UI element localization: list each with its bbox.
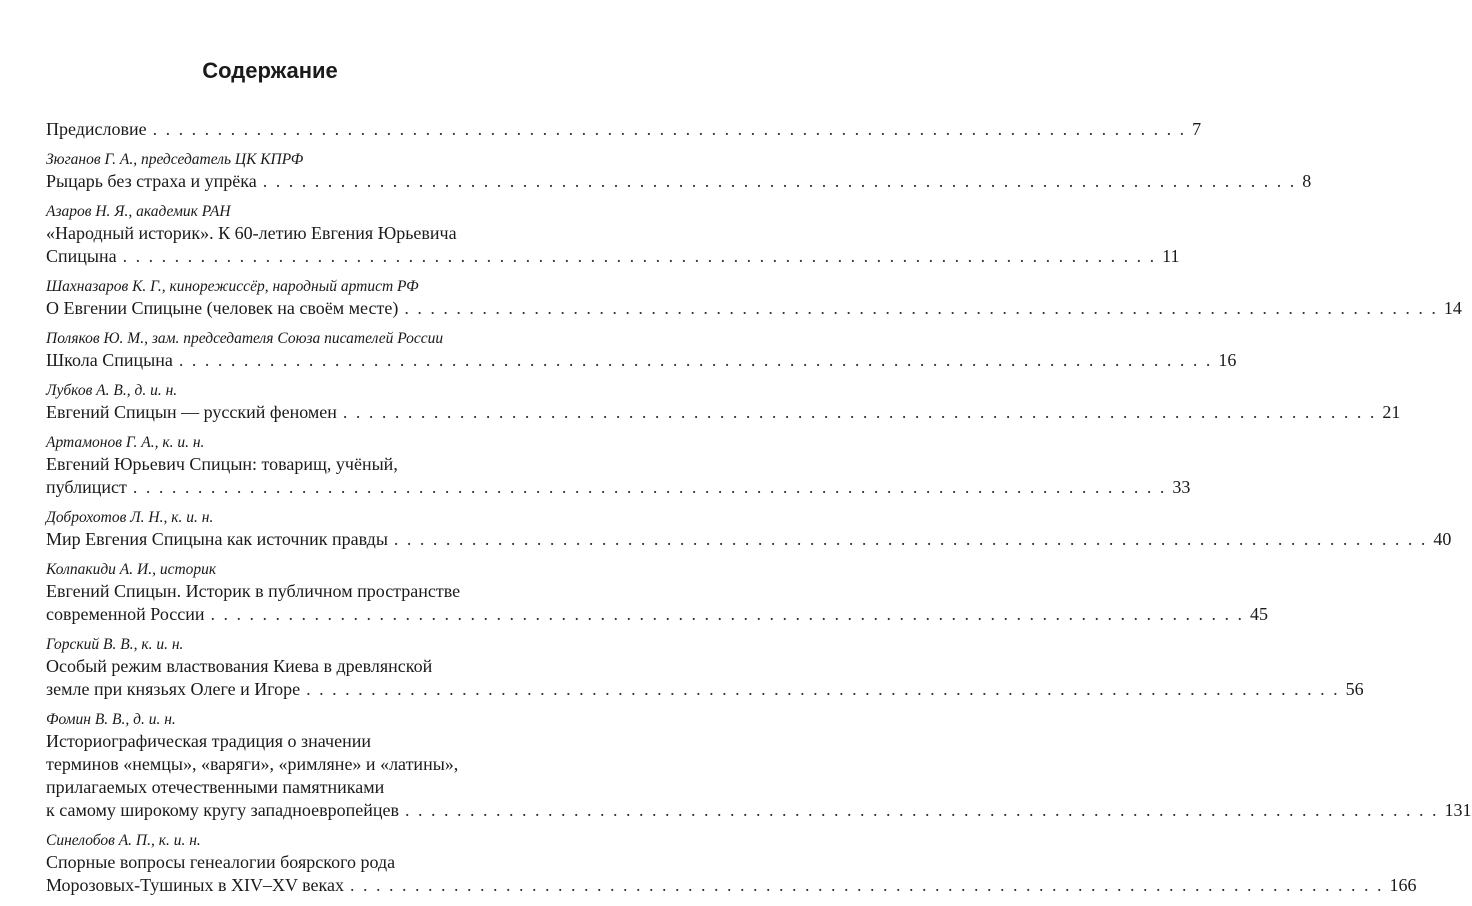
toc-entry-title-line: Рыцарь без страха и упрёка: [46, 171, 257, 191]
page-number: 40: [1433, 529, 1452, 549]
page-number: 7: [1192, 119, 1202, 139]
dot-leader: . . . . . . . . . . . . . . . . . . . . . . . . . . . . . . . . . . . . . . . . . . . . . . . . . . . . . . . . . . . . . . . . . . . . . . . . . . . . . . . .: [306, 679, 1340, 699]
toc-entry-title-line: Особый режим властвования Киева в древлянской: [46, 656, 433, 676]
toc-entry-title-line: Историографическая традиция о значении: [46, 731, 372, 751]
toc-entry-author: Синелобов А. П., к. и. н.: [46, 832, 201, 849]
toc-entry-title-line: Предисловие: [46, 119, 147, 139]
toc-entry: [46, 560, 1269, 626]
toc-entry: [46, 508, 1452, 551]
toc-entry-last-line: [46, 528, 1452, 551]
toc-entry: [46, 329, 1237, 372]
toc-entry-last-line: [46, 245, 1180, 268]
toc-entry-title-line: земле при князьях Олеге и Игоре: [46, 679, 301, 699]
toc-entry-author: Шахназаров К. Г., кинорежиссёр, народный артист РФ: [46, 278, 419, 295]
toc-entry-author: Доброхотов Л. Н., к. и. н.: [46, 509, 214, 526]
toc-entry-last-line: [46, 118, 1202, 141]
toc-entry-title-line: О Евгении Спицыне (человек на своём месте): [46, 298, 399, 318]
page-number: 131: [1444, 800, 1472, 820]
page-number: 45: [1250, 604, 1269, 624]
toc-entry-title-line: публицист: [46, 477, 127, 497]
toc-entry-title-line: прилагаемых отечественными памятниками: [46, 777, 385, 797]
dot-leader: . . . . . . . . . . . . . . . . . . . . . . . . . . . . . . . . . . . . . . . . . . . . . . . . . . . . . . . . . . . . . . . . . . . . . . . . . . . . . . . .: [393, 529, 1428, 549]
toc-entry-author: Артамонов Г. А., к. и. н.: [46, 434, 205, 451]
toc-entry: [46, 277, 1462, 320]
toc-entry: [46, 710, 1472, 822]
page-number: 56: [1345, 679, 1364, 699]
toc-entry: [46, 118, 1202, 141]
page-number: 33: [1172, 477, 1191, 497]
page-number: 166: [1389, 875, 1417, 895]
page-number: 11: [1162, 246, 1180, 266]
toc-entry-last-line: [46, 476, 1191, 499]
toc-entry: [46, 202, 1180, 268]
toc-entry-author: Колпакиди А. И., историк: [46, 561, 217, 578]
toc-entry-title-line: Евгений Спицын. Историк в публичном пространстве: [46, 581, 461, 601]
toc-entry: [46, 150, 1312, 193]
toc-entry-title-line: Спорные вопросы генеалогии боярского рода: [46, 852, 396, 872]
toc-entry-title-line: Спицына: [46, 246, 117, 266]
toc-entry-title-line: терминов «немцы», «варяги», «римляне» и «латины»,: [46, 754, 459, 774]
dot-leader: . . . . . . . . . . . . . . . . . . . . . . . . . . . . . . . . . . . . . . . . . . . . . . . . . . . . . . . . . . . . . . . . . . . . . . . . . . . . . . . .: [405, 800, 1439, 820]
dot-leader: . . . . . . . . . . . . . . . . . . . . . . . . . . . . . . . . . . . . . . . . . . . . . . . . . . . . . . . . . . . . . . . . . . . . . . . . . . . . . . . .: [342, 402, 1377, 422]
toc-entry-title-line: Школа Спицына: [46, 350, 173, 370]
page-number: 8: [1302, 171, 1312, 191]
toc-entry: [46, 635, 1364, 701]
page-number: 21: [1382, 402, 1401, 422]
page-title: Содержание: [202, 58, 338, 83]
toc-entry-title-line: Мир Евгения Спицына как источник правды: [46, 529, 388, 549]
toc-entry-last-line: [46, 678, 1364, 701]
dot-leader: . . . . . . . . . . . . . . . . . . . . . . . . . . . . . . . . . . . . . . . . . . . . . . . . . . . . . . . . . . . . . . . . . . . . . . . . . . . . . . . .: [404, 298, 1438, 318]
toc-entry-title-line: Евгений Спицын — русский феномен: [46, 402, 337, 422]
dot-leader: . . . . . . . . . . . . . . . . . . . . . . . . . . . . . . . . . . . . . . . . . . . . . . . . . . . . . . . . . . . . . . . . . . . . . . . . . . . . . . . .: [132, 477, 1167, 497]
dot-leader: . . . . . . . . . . . . . . . . . . . . . . . . . . . . . . . . . . . . . . . . . . . . . . . . . . . . . . . . . . . . . . . . . . . . . . . . . . . . . . . .: [178, 350, 1213, 370]
toc-entry-last-line: [46, 170, 1312, 193]
toc-entry-title-line: современной России: [46, 604, 205, 624]
toc-entry-title-line: Морозовых-Тушиных в XIV–XV веках: [46, 875, 344, 895]
toc-entry-author: Фомин В. В., д. и. н.: [46, 711, 176, 728]
toc-entry-last-line: [46, 799, 1472, 822]
toc-entry-title-line: к самому широкому кругу западноевропейцев: [46, 800, 400, 820]
table-of-contents: [46, 118, 1472, 906]
toc-entry-title-line: Евгений Юрьевич Спицын: товарищ, учёный,: [46, 454, 398, 474]
toc-entry: [46, 381, 1401, 424]
toc-entry-last-line: [46, 349, 1237, 372]
page-number: 16: [1218, 350, 1237, 370]
toc-entry: [46, 831, 1417, 897]
page-number: 14: [1443, 298, 1462, 318]
toc-entry-last-line: [46, 874, 1417, 897]
dot-leader: . . . . . . . . . . . . . . . . . . . . . . . . . . . . . . . . . . . . . . . . . . . . . . . . . . . . . . . . . . . . . . . . . . . . . . . . . . . . . . . .: [152, 119, 1187, 139]
dot-leader: . . . . . . . . . . . . . . . . . . . . . . . . . . . . . . . . . . . . . . . . . . . . . . . . . . . . . . . . . . . . . . . . . . . . . . . . . . . . . . . .: [262, 171, 1297, 191]
dot-leader: . . . . . . . . . . . . . . . . . . . . . . . . . . . . . . . . . . . . . . . . . . . . . . . . . . . . . . . . . . . . . . . . . . . . . . . . . . . . . . . .: [349, 875, 1384, 895]
dot-leader: . . . . . . . . . . . . . . . . . . . . . . . . . . . . . . . . . . . . . . . . . . . . . . . . . . . . . . . . . . . . . . . . . . . . . . . . . . . . . . . .: [210, 604, 1245, 624]
toc-entry: [46, 433, 1191, 499]
toc-entry-last-line: [46, 297, 1462, 320]
toc-entry-last-line: [46, 401, 1401, 424]
toc-entry-last-line: [46, 603, 1269, 626]
toc-entry-author: Лубков А. В., д. и. н.: [46, 382, 178, 399]
toc-entry-author: Зюганов Г. А., председатель ЦК КПРФ: [46, 151, 304, 168]
toc-entry-author: Горский В. В., к. и. н.: [46, 636, 184, 653]
dot-leader: . . . . . . . . . . . . . . . . . . . . . . . . . . . . . . . . . . . . . . . . . . . . . . . . . . . . . . . . . . . . . . . . . . . . . . . . . . . . . . . .: [122, 246, 1157, 266]
toc-entry-author: Азаров Н. Я., академик РАН: [46, 203, 231, 220]
toc-entry-title-line: «Народный историк». К 60-летию Евгения Юрьевича: [46, 223, 457, 243]
toc-entry-author: Поляков Ю. М., зам. председателя Союза писателей России: [46, 330, 444, 347]
